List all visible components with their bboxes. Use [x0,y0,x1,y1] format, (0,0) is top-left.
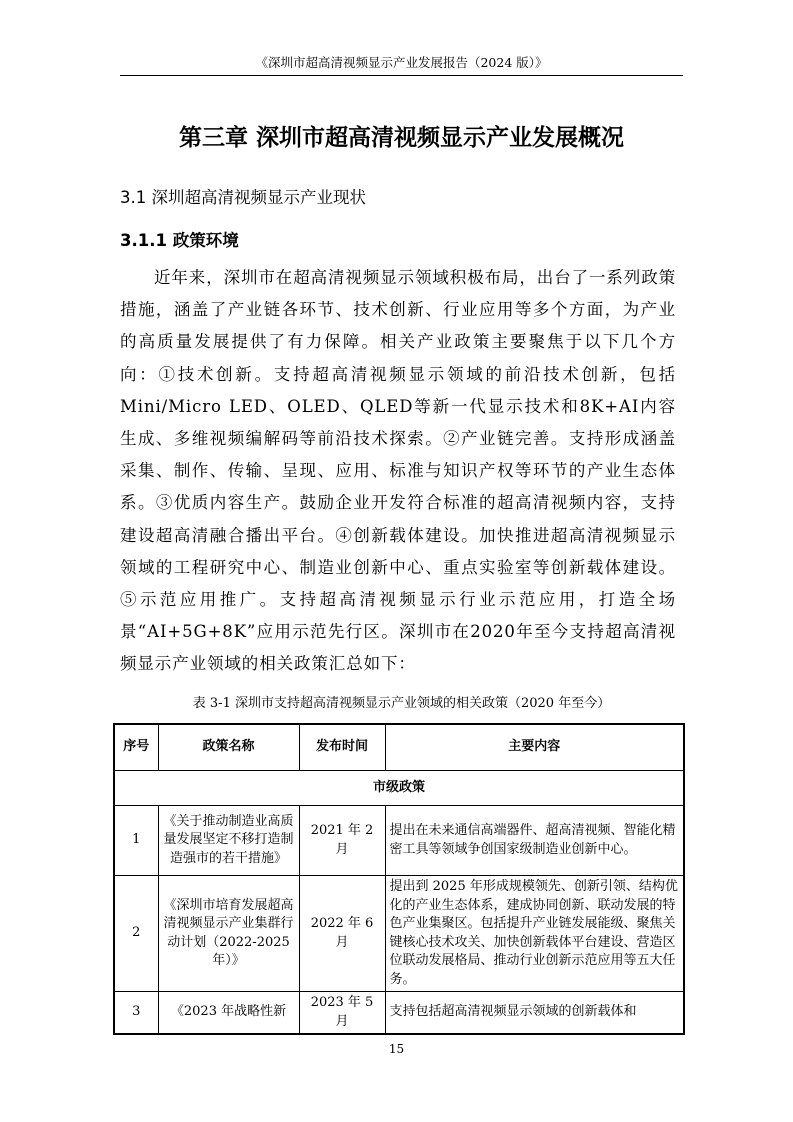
row-number: 2 [114,876,158,992]
table-header-row [114,724,684,771]
section-heading: 3.1 深圳超高清视频显示产业现状 [120,188,366,207]
release-date: 2023 年 5 月 [299,992,385,1035]
policy-content: 支持包括超高清视频显示领域的创新载体和 [385,992,684,1035]
release-date: 2022 年 6 月 [299,876,385,992]
policy-content: 提出到 2025 年形成规模领先、创新引领、结构优化的产业生态体系，建成协同创新、联动发展的特色产业集聚区。包括提升产业链发展能级、聚焦关键核心技术攻关、加快创新载体平台建设、营造区位联动发展格局、推动行业创新示范应用等五大任务。 [385,876,684,992]
column-header-date: 发布时间 [299,724,385,771]
page-number: 15 [388,1042,405,1056]
policy-content: 提出在未来通信高端器件、超高清视频、智能化精密工具等领域争创国家级制造业创新中心。 [385,806,684,876]
running-header: 《深圳市超高清视频显示产业发展报告（2024 版）》 [255,55,548,70]
body-paragraph: 近年来，深圳市在超高清视频显示领域积极布局，出台了一系列政策措施，涵盖了产业链各环节、技术创新、行业应用等多个方面，为产业的高质量发展提供了有力保障。相关产业政策主要聚焦于以下几个方向：①技术创新。支持超高清视频显示领域的前沿技术创新，包括Mini/Micro LED、OLED、QLED等新一代显示技术和8K+AI内容生成、多维视频编解码等前沿技术探索。②产业链完善。支持形成涵盖采集、制作、传输、呈现、应用、标准与知识产权等环节的产业生态体系。③优质内容生产。鼓励企业开发符合标准的超高清视频内容，支持建设超高清融合播出平台。④创新载体建设。加快推进超高清视频显示领域的工程研究中心、制造业创新中心、重点实验室等创新载体建设。⑤示范应用推广。支持超高清视频显示行业示范应用，打造全场景“AI+5G+8K”应用示范先行区。深圳市在2020年至今支持超高清视频显示产业领域的相关政策汇总如下： [120,268,676,674]
table-caption: 表 3-1 深圳市支持超高清视频显示产业领域的相关政策（2020 年至今） [192,696,611,711]
column-header-no: 序号 [114,724,158,771]
column-header-name: 政策名称 [158,724,299,771]
column-header-content: 主要内容 [385,724,684,771]
row-number: 1 [114,806,158,876]
policy-name: 《关于推动制造业高质量发展坚定不移打造制造强市的若干措施》 [158,806,299,876]
section-label: 市级政策 [114,771,684,806]
table-row [114,876,684,992]
policy-table [113,723,685,1035]
table-row [114,992,684,1035]
policy-name: 《深圳市培育发展超高清视频显示产业集群行动计划（2022-2025 年）》 [158,876,299,992]
chapter-title: 第三章 深圳市超高清视频显示产业发展概况 [178,125,624,151]
header-divider [120,75,683,76]
row-number: 3 [114,992,158,1035]
subsection-heading: 3.1.1 政策环境 [120,231,239,250]
table-row [114,806,684,876]
release-date: 2021 年 2 月 [299,806,385,876]
policy-name: 《2023 年战略性新 [158,992,299,1035]
table-section-row [114,771,684,806]
